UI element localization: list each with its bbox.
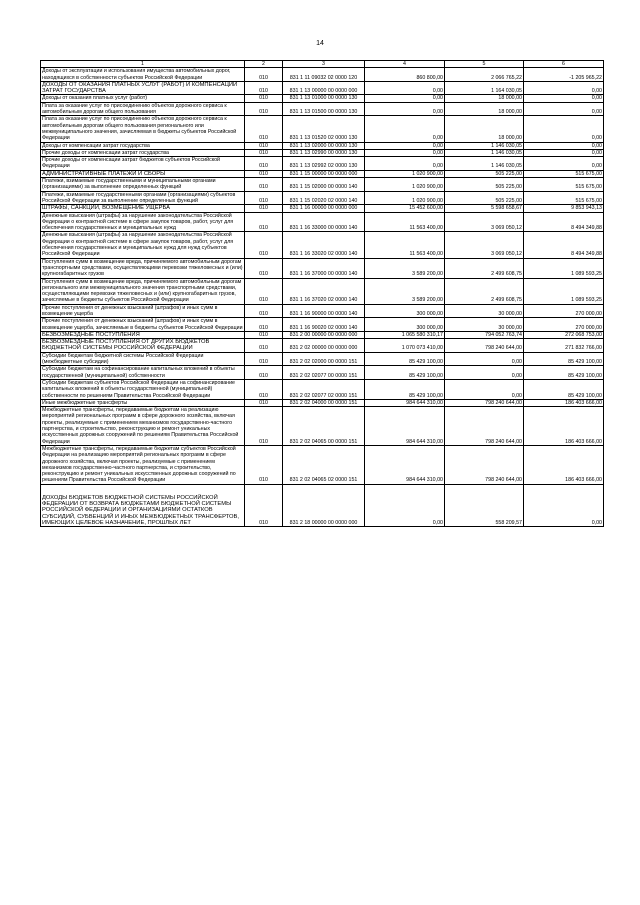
row-plan-cell: 85 429 100,00 (365, 352, 445, 366)
row-code-cell: 010 (245, 212, 283, 232)
row-fact-cell: 505 225,00 (445, 178, 524, 192)
table-row (41, 366, 604, 380)
row-fact-cell: 794 052 763,74 (445, 331, 524, 338)
row-rest-cell: 0,00 (524, 81, 604, 95)
row-name-cell: Прочие доходы от компенсации затрат бюджетов субъектов Российской Федерации (41, 157, 245, 171)
row-code-cell: 010 (245, 81, 283, 95)
row-rest-cell: 186 403 666,00 (524, 407, 604, 446)
row-plan-cell: 1 020 900,00 (365, 191, 445, 205)
table-row (41, 170, 604, 177)
row-fact-cell: 1 146 030,05 (445, 149, 524, 156)
budget-revenue-table (40, 60, 604, 527)
row-rest-cell: 0,00 (524, 484, 604, 526)
row-code-cell: 010 (245, 205, 283, 212)
row-rest-cell: 515 675,00 (524, 170, 604, 177)
row-code-cell: 010 (245, 484, 283, 526)
row-plan-cell: 984 644 310,00 (365, 407, 445, 446)
row-name-cell: Плата за оказание услуг по присоединению объектов дорожного сервиса к автомобильным дорогам общего пользования (41, 102, 245, 116)
row-kbk-cell: 831 1 13 01500 00 0000 130 (283, 102, 365, 116)
row-kbk-cell: 831 1 15 02000 00 0000 140 (283, 178, 365, 192)
table-row (41, 331, 604, 338)
row-fact-cell: 1 146 030,05 (445, 142, 524, 149)
row-name-cell: Межбюджетные трансферты, передаваемые бюджетам субъектов Российской Федерации на реализацию мероприятий региональных программ в сфере дорожного хозяйства, включая проекты, реализуемые с применением механизмов государственно-частного партнерства, и строительство, реконструкцию и ремонт уникальных искусственных дорожных сооружений по решениям Правительства Российской Федерации (41, 445, 245, 484)
row-plan-cell: 1 070 073 410,00 (365, 339, 445, 353)
row-code-cell: 010 (245, 170, 283, 177)
table-row (41, 232, 604, 258)
row-kbk-cell: 831 1 13 01520 02 0000 130 (283, 116, 365, 142)
row-name-cell: ШТРАФЫ, САНКЦИИ, ВОЗМЕЩЕНИЕ УЩЕРБА (41, 205, 245, 212)
column-header: 3 (283, 61, 365, 68)
row-fact-cell: 1 164 030,05 (445, 81, 524, 95)
table-row (41, 379, 604, 399)
row-plan-cell: 0,00 (365, 142, 445, 149)
row-code-cell: 010 (245, 178, 283, 192)
row-fact-cell: 505 225,00 (445, 170, 524, 177)
row-rest-cell: 1 089 593,25 (524, 278, 604, 304)
row-rest-cell: 0,00 (524, 142, 604, 149)
table-row (41, 278, 604, 304)
row-kbk-cell: 831 1 13 00000 00 0000 000 (283, 81, 365, 95)
row-kbk-cell: 831 1 13 02992 02 0000 130 (283, 157, 365, 171)
row-rest-cell: 1 089 593,25 (524, 258, 604, 278)
row-plan-cell: 15 452 600,00 (365, 205, 445, 212)
table-row (41, 142, 604, 149)
row-rest-cell: 0,00 (524, 149, 604, 156)
row-rest-cell: 515 675,00 (524, 178, 604, 192)
row-name-cell: БЕЗВОЗМЕЗДНЫЕ ПОСТУПЛЕНИЯ (41, 331, 245, 338)
row-code-cell: 010 (245, 142, 283, 149)
row-kbk-cell: 831 2 02 02077 02 0000 151 (283, 379, 365, 399)
table-row (41, 318, 604, 332)
row-name-cell: Доходы от эксплуатации и использования имущества автомобильных дорог, находящихся в собственности субъектов Российской Федерации (41, 68, 245, 82)
row-plan-cell: 11 563 400,00 (365, 232, 445, 258)
row-rest-cell: 8 494 349,88 (524, 212, 604, 232)
row-plan-cell: 85 429 100,00 (365, 366, 445, 380)
row-plan-cell: 1 020 900,00 (365, 178, 445, 192)
row-kbk-cell: 831 1 16 37020 02 0000 140 (283, 278, 365, 304)
row-fact-cell: 18 000,00 (445, 102, 524, 116)
row-fact-cell: 798 240 644,00 (445, 407, 524, 446)
row-fact-cell: 30 000,00 (445, 318, 524, 332)
row-code-cell: 010 (245, 304, 283, 318)
row-name-cell: Субсидии бюджетам субъектов Российской Федерации на софинансирование капитальных вложений в объекты государственной (муниципальной) собственности по решениям Правительства Российской Федерации (41, 379, 245, 399)
row-name-cell: Денежные взыскания (штрафы) за нарушение законодательства Российской Федерации о контрактной системе в сфере закупок товаров, работ, услуг для обеспечения государственных и муниципальных нужд (41, 212, 245, 232)
row-name-cell: Межбюджетные трансферты, передаваемые бюджетам на реализацию мероприятий региональных программ в сфере дорожного хозяйства, включая проекты, реализуемые с применением механизмов государственно-частного партнерства, и строительство, реконструкцию и ремонт уникальных искусственных дорожных сооружений по решениям Правительства Российской Федерации (41, 407, 245, 446)
page-number: 14 (316, 40, 324, 47)
row-plan-cell: 0,00 (365, 102, 445, 116)
row-plan-cell: 0,00 (365, 157, 445, 171)
row-code-cell: 010 (245, 339, 283, 353)
table-row (41, 178, 604, 192)
table-row (41, 445, 604, 484)
row-fact-cell: 2 499 608,75 (445, 258, 524, 278)
row-kbk-cell: 831 2 02 04065 02 0000 151 (283, 445, 365, 484)
row-fact-cell: 3 069 050,12 (445, 232, 524, 258)
row-plan-cell: 11 563 400,00 (365, 212, 445, 232)
row-fact-cell: 558 209,57 (445, 484, 524, 526)
row-name-cell: Платежи, взимаемые государственными и муниципальными органами (организациями) за выполнение определенных функций (41, 178, 245, 192)
row-name-cell: БЕЗВОЗМЕЗДНЫЕ ПОСТУПЛЕНИЯ ОТ ДРУГИХ БЮДЖЕТОВ БЮДЖЕТНОЙ СИСТЕМЫ РОССИЙСКОЙ ФЕДЕРАЦИИ (41, 339, 245, 353)
table-row (41, 116, 604, 142)
row-name-cell: Субсидии бюджетам на софинансирование капитальных вложений в объекты государственной (муниципальной) собственности (41, 366, 245, 380)
row-kbk-cell: 831 1 16 90020 02 0000 140 (283, 318, 365, 332)
row-code-cell: 010 (245, 407, 283, 446)
row-kbk-cell: 831 2 02 00000 00 0000 000 (283, 339, 365, 353)
row-kbk-cell: 831 1 11 09032 02 0000 120 (283, 68, 365, 82)
row-plan-cell: 1 020 900,00 (365, 170, 445, 177)
row-fact-cell: 798 240 644,00 (445, 399, 524, 406)
row-name-cell: Прочие поступления от денежных взысканий (штрафов) и иных сумм в возмещение ущерба, зачисляемые в бюджеты субъектов Российской Федерации (42, 318, 243, 331)
row-rest-cell: 85 429 100,00 (524, 352, 604, 366)
row-fact-cell: 0,00 (445, 366, 524, 380)
row-fact-cell: 18 000,00 (445, 95, 524, 102)
row-kbk-cell: 831 1 13 01000 00 0000 130 (283, 95, 365, 102)
row-name-cell: Иные межбюджетные трансферты (41, 399, 245, 406)
row-name-cell: Плата за оказание услуг по присоединению объектов дорожного сервиса к автомобильным дорогам общего пользования регионального или межмуниципального значения, зачисляемая в бюджеты субъектов Российской Федерации (41, 116, 245, 142)
row-rest-cell: 186 403 666,00 (524, 399, 604, 406)
table-row (41, 95, 604, 102)
row-kbk-cell: 831 2 02 04000 00 0000 151 (283, 399, 365, 406)
row-rest-cell: 85 429 100,00 (524, 366, 604, 380)
row-rest-cell: 0,00 (524, 157, 604, 171)
row-kbk-cell: 831 2 02 02077 00 0000 151 (283, 366, 365, 380)
row-code-cell: 010 (245, 399, 283, 406)
row-kbk-cell: 831 2 00 00000 00 0000 000 (283, 331, 365, 338)
row-kbk-cell: 831 1 16 90000 00 0000 140 (283, 304, 365, 318)
row-fact-cell: 0,00 (445, 352, 524, 366)
row-rest-cell: 0,00 (524, 116, 604, 142)
row-kbk-cell: 831 1 16 33000 00 0000 140 (283, 212, 365, 232)
row-name-cell: Субсидии бюджетам бюджетной системы Российской Федерации (межбюджетные субсидии) (41, 352, 245, 366)
row-kbk-cell: 831 1 13 02000 00 0000 130 (283, 142, 365, 149)
table-row (41, 102, 604, 116)
row-kbk-cell: 831 1 15 02020 02 0000 140 (283, 191, 365, 205)
row-name-cell: Поступления сумм в возмещение вреда, причиняемого автомобильным дорогам транспортными средствами, осуществляющими перевозки тяжеловесных и (или) крупногабаритных грузов (42, 258, 243, 278)
table-row (41, 157, 604, 171)
row-code-cell: 010 (245, 331, 283, 338)
row-fact-cell: 5 598 658,67 (445, 205, 524, 212)
column-number-header-row (41, 61, 604, 68)
table-row (41, 205, 604, 212)
row-fact-cell: 2 066 765,22 (445, 68, 524, 82)
row-plan-cell: 860 800,00 (365, 68, 445, 82)
row-code-cell: 010 (245, 68, 283, 82)
row-rest-cell: 9 853 943,13 (524, 205, 604, 212)
row-name-cell: Поступления сумм в возмещение вреда, причиняемого автомобильным дорогам регионального или межмуниципального значения транспортными средствами, осуществляющими перевозки тяжеловесных и (или) крупногабаритных грузов, зачисляемые в бюджеты субъектов Российской Федерации (41, 278, 245, 304)
column-header: 5 (445, 61, 524, 68)
row-code-cell: 010 (245, 116, 283, 142)
row-plan-cell: 300 000,00 (365, 318, 445, 332)
row-code-cell: 010 (245, 278, 283, 304)
table-row (41, 258, 604, 278)
table-row (41, 304, 604, 318)
row-kbk-cell: 831 2 18 00000 00 0000 000 (283, 484, 365, 526)
table-row (41, 191, 604, 205)
row-fact-cell: 3 069 050,12 (445, 212, 524, 232)
table-body (41, 68, 604, 527)
row-code-cell: 010 (245, 445, 283, 484)
row-code-cell: 010 (245, 157, 283, 171)
table-row (41, 484, 604, 526)
row-rest-cell: -1 205 965,22 (524, 68, 604, 82)
row-plan-cell: 85 429 100,00 (365, 379, 445, 399)
row-code-cell: 010 (245, 149, 283, 156)
row-plan-cell: 0,00 (365, 81, 445, 95)
row-code-cell: 010 (245, 102, 283, 116)
row-name-cell: АДМИНИСТРАТИВНЫЕ ПЛАТЕЖИ И СБОРЫ (41, 170, 245, 177)
table-row (41, 81, 604, 95)
row-kbk-cell: 831 1 16 37000 00 0000 140 (283, 258, 365, 278)
row-fact-cell: 18 000,00 (445, 116, 524, 142)
row-fact-cell: 2 499 608,75 (445, 278, 524, 304)
row-code-cell: 010 (245, 352, 283, 366)
row-plan-cell: 1 065 580 310,17 (365, 331, 445, 338)
row-plan-cell: 300 000,00 (365, 304, 445, 318)
column-header: 4 (365, 61, 445, 68)
table-row (41, 149, 604, 156)
table-row (41, 352, 604, 366)
row-plan-cell: 0,00 (365, 116, 445, 142)
table-row (41, 212, 604, 232)
row-kbk-cell: 831 1 13 02990 00 0000 130 (283, 149, 365, 156)
row-fact-cell: 0,00 (445, 379, 524, 399)
table-row (41, 399, 604, 406)
row-code-cell: 010 (245, 379, 283, 399)
row-rest-cell: 85 429 100,00 (524, 379, 604, 399)
row-code-cell: 010 (245, 191, 283, 205)
row-fact-cell: 30 000,00 (445, 304, 524, 318)
row-kbk-cell: 831 2 02 02000 00 0000 151 (283, 352, 365, 366)
row-kbk-cell: 831 1 16 00000 00 0000 000 (283, 205, 365, 212)
row-name-cell: Доходы от оказания платных услуг (работ) (41, 95, 245, 102)
row-kbk-cell: 831 1 15 00000 00 0000 000 (283, 170, 365, 177)
row-name-cell: Прочие поступления от денежных взысканий (штрафов) и иных сумм в возмещение ущерба (41, 304, 245, 318)
row-rest-cell: 272 068 753,00 (524, 331, 604, 338)
row-fact-cell: 798 240 644,00 (445, 445, 524, 484)
row-plan-cell: 3 589 200,00 (365, 278, 445, 304)
row-name-cell: Прочие доходы от компенсации затрат государства (41, 149, 245, 156)
row-fact-cell: 505 225,00 (445, 191, 524, 205)
row-name-cell: ДОХОДЫ ОТ ОКАЗАНИЯ ПЛАТНЫХ УСЛУГ (РАБОТ) И КОМПЕНСАЦИИ ЗАТРАТ ГОСУДАРСТВА (41, 81, 245, 95)
row-rest-cell: 271 832 766,00 (524, 339, 604, 353)
row-rest-cell: 0,00 (524, 102, 604, 116)
row-fact-cell: 798 240 644,00 (445, 339, 524, 353)
row-name-cell: Денежные взыскания (штрафы) за нарушение законодательства Российской Федерации о контрактной системе в сфере закупок товаров, работ, услуг для обеспечения государственных и муниципальных нужд для нужд субъектов Российской Федерации (41, 232, 245, 258)
row-rest-cell: 186 403 666,00 (524, 445, 604, 484)
row-plan-cell: 3 589 200,00 (365, 258, 445, 278)
row-name-cell: Доходы от компенсации затрат государства (41, 142, 245, 149)
table-row (41, 407, 604, 446)
column-header: 2 (245, 61, 283, 68)
row-name-cell: Платежи, взимаемые государственными органами (организациями) субъектов Российской Федерации за выполнение определенных функций (41, 191, 245, 205)
row-code-cell: 010 (245, 318, 283, 332)
row-code-cell: 010 (245, 95, 283, 102)
column-header: 6 (524, 61, 604, 68)
row-plan-cell: 984 644 310,00 (365, 399, 445, 406)
row-rest-cell: 270 000,00 (524, 318, 604, 332)
row-name-cell: ДОХОДЫ БЮДЖЕТОВ БЮДЖЕТНОЙ СИСТЕМЫ РОССИЙСКОЙ ФЕДЕРАЦИИ ОТ ВОЗВРАТА БЮДЖЕТАМИ БЮДЖЕТНОЙ СИСТЕМЫ РОССИЙСКОЙ ФЕДЕРАЦИИ И ОРГАНИЗАЦИЯМИ ОСТАТКОВ СУБСИДИЙ, СУБВЕНЦИЙ И ИНЫХ МЕЖБЮДЖЕТНЫХ ТРАНСФЕРТОВ, ИМЕЮЩИХ ЦЕЛЕВОЕ НАЗНАЧЕНИЕ, ПРОШЛЫХ ЛЕТ (41, 484, 245, 526)
row-rest-cell: 270 000,00 (524, 304, 604, 318)
column-header: 1 (41, 61, 245, 68)
row-kbk-cell: 831 1 16 33020 02 0000 140 (283, 232, 365, 258)
row-plan-cell: 0,00 (365, 149, 445, 156)
row-code-cell: 010 (245, 366, 283, 380)
table-row (41, 339, 604, 353)
row-plan-cell: 0,00 (365, 484, 445, 526)
row-code-cell: 010 (245, 258, 283, 278)
row-rest-cell: 0,00 (524, 95, 604, 102)
row-rest-cell: 8 494 349,88 (524, 232, 604, 258)
row-rest-cell: 515 675,00 (524, 191, 604, 205)
row-plan-cell: 0,00 (365, 95, 445, 102)
row-plan-cell: 984 644 310,00 (365, 445, 445, 484)
row-fact-cell: 1 146 030,05 (445, 157, 524, 171)
table-row (41, 68, 604, 82)
row-kbk-cell: 831 2 02 04065 00 0000 151 (283, 407, 365, 446)
row-code-cell: 010 (245, 232, 283, 258)
